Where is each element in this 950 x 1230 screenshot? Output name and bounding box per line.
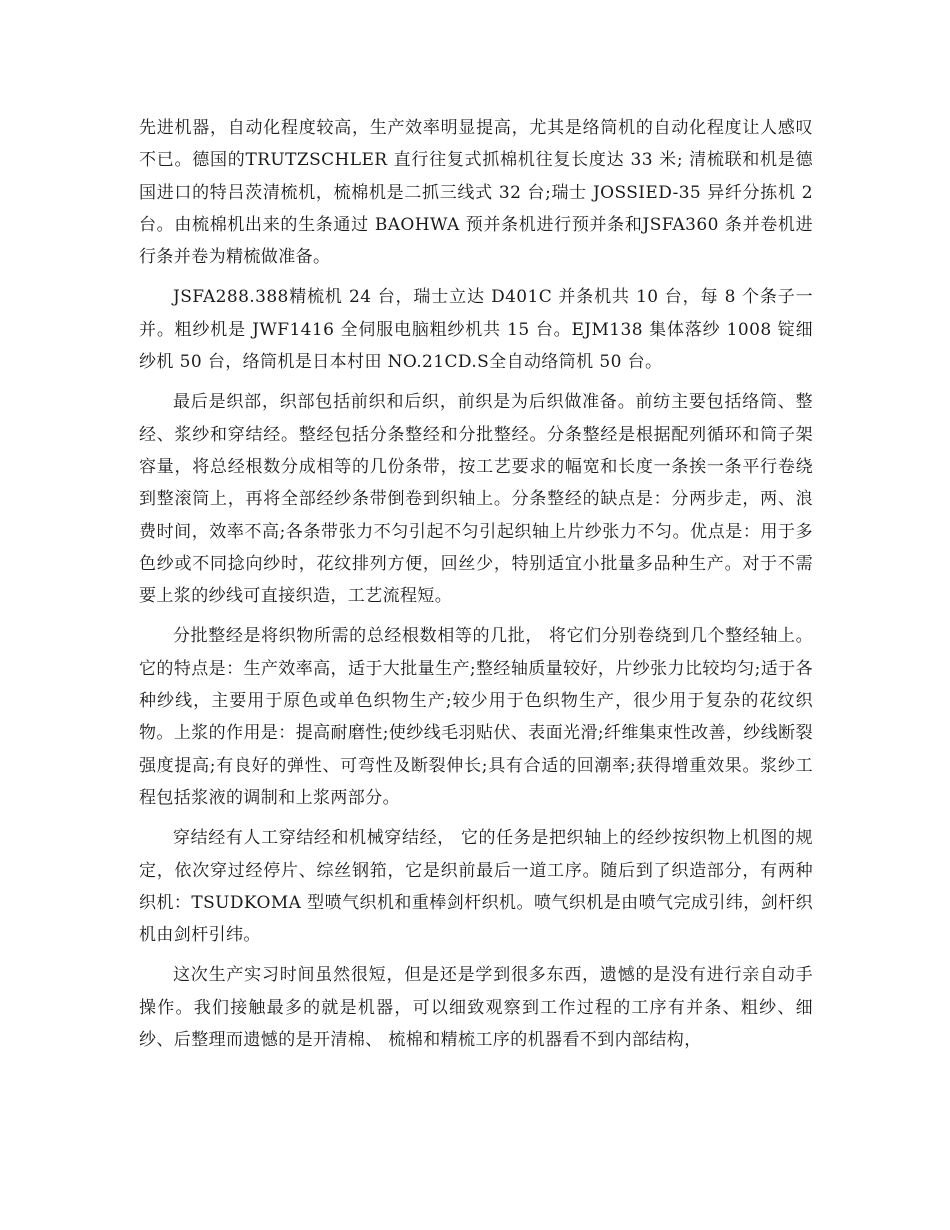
paragraph-3: 最后是织部，织部包括前织和后织，前织是为后织做准备。前纺主要包括络筒、整经、浆纱和穿结经。整经包括分条整经和分批整经。分条整经是根据配列循环和筒子架容量，将总经根数分成相等的几份条带，按工艺要求的幅宽和长度一条挨一条平行卷绕到整滚筒上，再将全部经纱条带倒卷到织轴上。分条整经的缺点是：分两步走，两、浪费时间，效率不高;各条带张力不匀引起不匀引起织轴上片纱张力不匀。优点是：用于多色纱或不同捻向纱时，花纹排列方便，回丝少，特别适宜小批量多品种生产。对于不需要上浆的纱线可直接织造，工艺流程短。 bbox=[139, 392, 813, 607]
paragraph-5: 穿结经有人工穿结经和机械穿结经， 它的任务是把织轴上的经纱按织物上机图的规定，依次穿过经停片、综丝钢筘，它是织前最后一道工序。随后到了织造部分，有两种织机：TSUDKOMA 型喷气织机和重棒剑杆织机。喷气织机是由喷气完成引纬，剑杆织机由剑杆引纬。 bbox=[139, 828, 813, 946]
paragraph-1: 先进机器，自动化程度较高，生产效率明显提高，尤其是络筒机的自动化程度让人感叹不已。德国的TRUTZSCHLER 直行往复式抓棉机往复长度达 33 米; 清梳联和机是德国进口的特吕茨清梳机，梳棉机是二抓三线式 32 台;瑞士 JOSSIED-35 异纤分拣机 2 台。由梳棉机出来的生条通过 BAOHWA 预并条机进行预并条和JSFA360 条并卷机进行条并卷为精梳做准备。 bbox=[139, 118, 813, 268]
document-body bbox=[139, 112, 813, 1064]
paragraph-2: JSFA288.388精梳机 24 台，瑞士立达 D401C 并条机共 10 台，每 8 个条子一并。粗纱机是 JWF1416 全伺服电脑粗纱机共 15 台。EJM138 集体落纱 1008 锭细纱机 50 台，络筒机是日本村田 NO.21CD.S全自动络筒机 50 台。 bbox=[139, 287, 813, 373]
paragraph-4: 分批整经是将织物所需的总经根数相等的几批， 将它们分别卷绕到几个整经轴上。它的特点是：生产效率高，适于大批量生产;整经轴质量较好，片纱张力比较均匀;适于各种纱线，主要用于原色或单色织物生产;较少用于色织物生产，很少用于复杂的花纹织物。上浆的作用是：提高耐磨性;使纱线毛羽贴伏、表面光滑;纤维集束性改善，纱线断裂强度提高;有良好的弹性、可弯性及断裂伸长;具有合适的回潮率;获得增重效果。浆纱工程包括浆液的调制和上浆两部分。 bbox=[139, 626, 813, 808]
paragraph-6: 这次生产实习时间虽然很短，但是还是学到很多东西，遗憾的是没有进行亲自动手操作。我们接触最多的就是机器，可以细致观察到工作过程的工序有并条、粗纱、细纱、后整理而遗憾的是开清棉、 梳棉和精梳工序的机器看不到内部结构， bbox=[139, 965, 813, 1051]
